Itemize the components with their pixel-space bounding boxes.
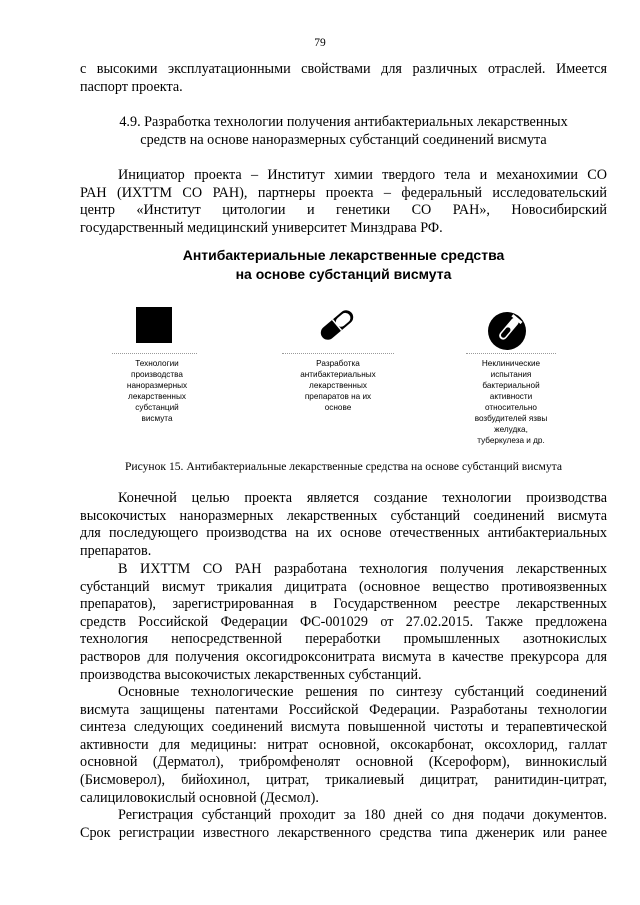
label-line: активности bbox=[489, 392, 533, 401]
dotted-separator bbox=[282, 353, 394, 354]
text-line: для последующего производства на их основе отечественных антибактериальных bbox=[80, 525, 607, 542]
test-tube-icon bbox=[487, 311, 527, 351]
text-line: основной (Дерматол), трибромфенолят основной (Ксероформ), виннокислый bbox=[80, 754, 607, 771]
dotted-separator bbox=[112, 353, 197, 354]
text-line: активности для медицины: нитрат основной, оксокарбонат, оксохлорид, галлат bbox=[80, 736, 607, 753]
label-line: бактериальной bbox=[482, 381, 540, 390]
label-line: Неклинические bbox=[481, 359, 541, 368]
label-line: субстанций bbox=[135, 403, 179, 412]
figure-label bbox=[282, 358, 394, 413]
label-line: антибактериальных bbox=[300, 370, 376, 379]
label-line: лекарственных bbox=[309, 381, 367, 390]
text-line: висмута защищены патентами Российской Федерации. Разработаны технологии bbox=[80, 701, 607, 718]
text-line: средств Российской Федерации ФС-001029 от 27.02.2015. Также предложена bbox=[80, 613, 607, 630]
label-line: Технологии bbox=[135, 359, 179, 368]
figure-title-line: Антибактериальные лекарственные средства bbox=[182, 247, 505, 263]
text-line: с высокими эксплуатационными свойствами для различных отраслей. Имеется bbox=[80, 61, 607, 77]
text-line: Регистрация субстанций проходит за 180 дней со дня подачи документов. bbox=[118, 807, 607, 823]
figure-title bbox=[80, 246, 607, 284]
section-heading bbox=[80, 114, 607, 149]
goal-paragraph bbox=[80, 490, 607, 560]
figure-caption: Рисунок 15. Антибактериальные лекарственные средства на основе субстанций висмута bbox=[124, 460, 563, 473]
pill-capsule-icon bbox=[314, 303, 360, 347]
solutions-paragraph bbox=[80, 684, 607, 807]
text-line: препаратов), зарегистрированная в Государственном реестре лекарственных bbox=[80, 596, 607, 613]
text-line: растворов для получения оксогидроксонитрата висмута в качестве прекурсора для bbox=[80, 648, 607, 665]
heading-line: средств на основе наноразмерных субстанций соединений висмута bbox=[140, 131, 547, 148]
label-line: возбудителей язвы bbox=[474, 414, 548, 423]
text-line: препаратов. bbox=[80, 542, 152, 559]
text-line: РАН (ИХТТМ СО РАН), партнеры проекта – федеральный исследовательский bbox=[80, 184, 607, 201]
text-line: (Бисмоверол), бийохинол, цитрат, трикалиевый дицитрат, ранитидин-цитрат, bbox=[80, 771, 607, 788]
dotted-separator bbox=[466, 353, 556, 354]
label-line: препаратов на их bbox=[304, 392, 372, 401]
text-line: субстанций висмут трикалия дицитрата (основное вещество противоязвенных bbox=[80, 578, 607, 595]
text-line: В ИХТТМ СО РАН разработана технология получения лекарственных bbox=[118, 561, 607, 577]
text-line: центр «Институт цитологии и генетики СО РАН», Новосибирский bbox=[80, 202, 607, 219]
heading-line: 4.9. Разработка технологии получения антибактериальных лекарственных bbox=[119, 114, 568, 130]
text-line: Срок регистрации известного лекарственного средства типа дженерик или ранее bbox=[80, 824, 607, 841]
text-line: салициловокислый основной (Десмол). bbox=[80, 789, 319, 806]
label-line: наноразмерных bbox=[126, 381, 188, 390]
intro-paragraph bbox=[80, 61, 607, 96]
figure-label bbox=[461, 358, 561, 446]
text-line: государственный медицинский университет Минздрава РФ. bbox=[80, 219, 443, 236]
registration-paragraph bbox=[80, 807, 607, 842]
page-number: 79 bbox=[314, 37, 326, 49]
initiator-paragraph bbox=[80, 167, 607, 237]
text-line: высокочистых наноразмерных лекарственных субстанций соединений висмута bbox=[80, 507, 607, 524]
text-line: паспорт проекта. bbox=[80, 78, 183, 95]
label-line: Разработка bbox=[316, 359, 360, 368]
text-line: производства высокочистых лекарственных субстанций. bbox=[80, 666, 422, 683]
text-line: синтеза следующих соединений висмута повышенной чистоты и терапевтической bbox=[80, 719, 607, 736]
text-line: Основные технологические решения по синтезу субстанций соединений bbox=[118, 684, 607, 700]
label-line: испытания bbox=[490, 370, 532, 379]
label-line: лекарственных bbox=[128, 392, 186, 401]
label-line: относительно bbox=[485, 403, 537, 412]
label-line: туберкулеза и др. bbox=[477, 436, 545, 445]
text-line: технология непосредственной переработки промышленных азотнокислых bbox=[80, 631, 607, 648]
technology-paragraph bbox=[80, 561, 607, 684]
label-line: основе bbox=[324, 403, 352, 412]
text-line: Конечной целью проекта является создание технологии производства bbox=[118, 490, 607, 506]
figure-label bbox=[112, 358, 202, 424]
figure-title-line: на основе субстанций висмута bbox=[235, 266, 452, 282]
dark-square-icon bbox=[136, 307, 172, 343]
label-line: желудка, bbox=[494, 425, 528, 434]
label-line: производства bbox=[131, 370, 183, 379]
label-line: висмута bbox=[141, 414, 173, 423]
text-line: Инициатор проекта – Институт химии твердого тела и механохимии СО bbox=[118, 167, 607, 183]
